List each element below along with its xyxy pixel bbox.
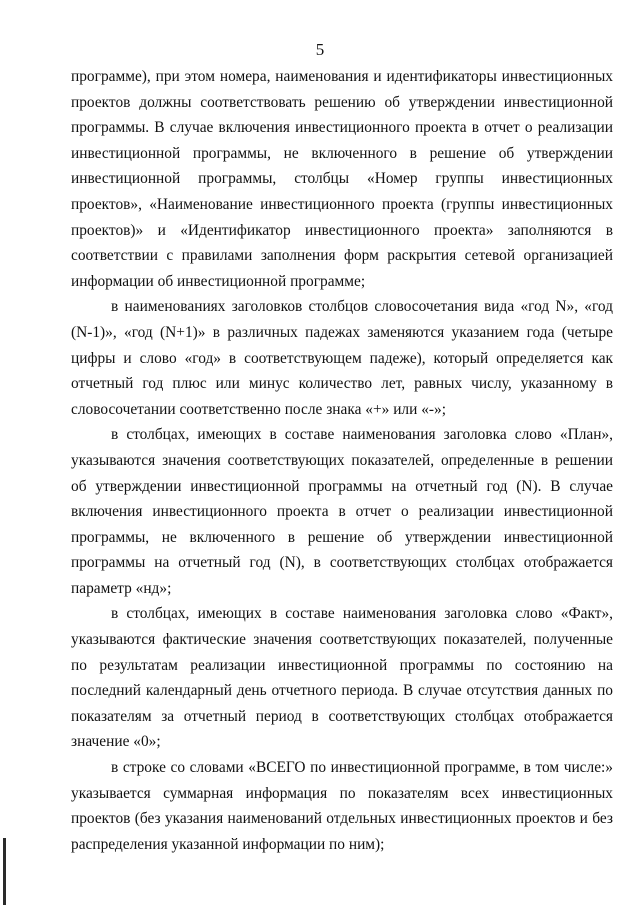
page-number: 5 — [315, 40, 325, 59]
scan-edge-mark — [3, 838, 6, 905]
paragraph-year-headers: в наименованиях заголовков столбцов словосочетания вида «год N», «год (N-1)», «год (N+1)» в различных падежах заменяются указанием года (четыре цифры и слово «год» в соответствующем падеже), который определяется как отчетный год плюс или минус количество лет, равных числу, указанному в словосочетании соответственно после знака «+» или «-»; — [71, 298, 613, 418]
paragraph-plan-columns: в столбцах, имеющих в составе наименования заголовка слово «План», указываются значения соответствующих показателей, определенные в решении об утверждении инвестиционной программы на отчетный год (N). В случае включения инвестиционного проекта в отчет о реализации инвестиционной программы, не включенного в решение об утверждении инвестиционной программы на отчетный год (N), в соответствующих столбцах отображается параметр «нд»; — [71, 426, 613, 597]
paragraph-continuation: программе), при этом номера, наименования и идентификаторы инвестиционных проектов должны соответствовать решению об утверждении инвестиционной программы. В случае включения инвестиционного проекта в отчет о реализации инвестиционной программы, не включенного в решение об утверждении инвестиционной программы, столбцы «Номер группы инвестиционных проектов», «Наименование инвестиционного проекта (группы инвестиционных проектов)» и «Идентификатор инвестиционного проекта» заполняются в соответствии с правилами заполнения форм раскрытия сетевой организацией информации об инвестиционной программе; — [71, 68, 613, 290]
paragraph-total-row: в строке со словами «ВСЕГО по инвестиционной программе, в том числе:» указывается суммарная информация по показателям всех инвестиционных проектов (без указания наименований отдельных инвестиционных проектов и без распределения указанной информации по ним); — [71, 759, 613, 853]
paragraph-fact-columns: в столбцах, имеющих в составе наименования заголовка слово «Факт», указываются фактические значения соответствующих показателей, полученные по результатам реализации инвестиционной программы по состоянию на последний календарный день отчетного периода. В случае отсутствия данных по показателям за отчетный период в соответствующих столбцах отображается значение «0»; — [71, 605, 613, 751]
body-text — [71, 64, 613, 857]
